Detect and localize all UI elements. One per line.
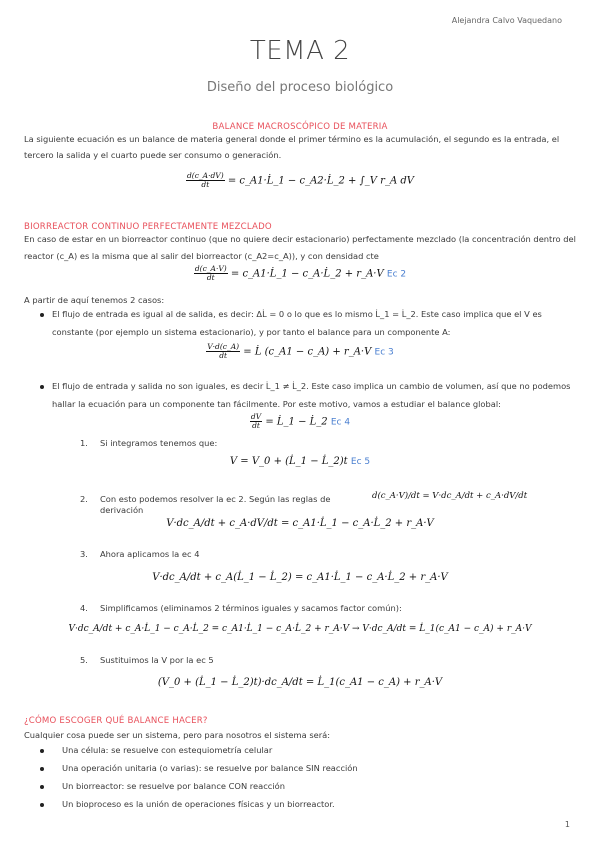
eq3-denominator: dt bbox=[219, 351, 228, 361]
step-number: 1. bbox=[80, 438, 88, 448]
equation-5 bbox=[0, 456, 600, 467]
eq2-rhs: = c_A1·L̇_1 − c_A·L̇_2 + r_A·V bbox=[230, 268, 384, 280]
step-number: 2. bbox=[80, 494, 88, 504]
bullet-icon bbox=[40, 767, 44, 771]
eq2-denominator: dt bbox=[206, 273, 215, 283]
bullet-text: El flujo de entrada es igual al de salida, es decir: ΔL̇ = 0 o lo que es lo mismo L̇_1 = L̇_2. Este caso implica que el V es bbox=[52, 309, 542, 319]
section-heading-biorreactor: BIORREACTOR CONTINUO PERFECTAMENTE MEZCLADO bbox=[24, 222, 272, 232]
paragraph: reactor (c_A) es la misma que al salir del biorreactor (c_A2=c_A)), y con densidad cte bbox=[24, 251, 379, 261]
eq4-numerator: dV bbox=[250, 412, 262, 421]
eq1-rhs: = c_A1·L̇_1 − c_A2·L̇_2 + ∫_V r_A dV bbox=[227, 175, 414, 187]
step-text: Ahora aplicamos la ec 4 bbox=[100, 549, 200, 559]
page-subtitle: Diseño del proceso biológico bbox=[206, 80, 394, 95]
eq4-tag: Ec 4 bbox=[330, 417, 351, 428]
step-number: 4. bbox=[80, 603, 88, 613]
eq1-numerator: d(c_A·dV) bbox=[187, 171, 224, 180]
step-text: Con esto podemos resolver la ec 2. Según las reglas de derivación bbox=[100, 494, 331, 516]
bullet-text: El flujo de entrada y salida no son iguales, es decir L̇_1 ≠ L̇_2. Este caso implica un cambio de volumen, así que no podemos bbox=[52, 381, 571, 391]
paragraph: Cualquier cosa puede ser un sistema, pero para nosotros el sistema será: bbox=[24, 730, 331, 740]
eq2-numerator: d(c_A·V) bbox=[194, 264, 227, 273]
list-item: Una célula: se resuelve con estequiometría celular bbox=[62, 745, 273, 755]
bullet-icon bbox=[40, 749, 44, 753]
eq3-numerator: V·d(c_A) bbox=[207, 342, 240, 351]
equation-6: V·dc_A/dt + c_A·dV/dt = c_A1·L̇_1 − c_A·L̇_2 + r_A·V bbox=[166, 518, 434, 529]
eq4-rhs: = L̇_1 − L̇_2 bbox=[265, 416, 328, 428]
bullet-text: constante (por ejemplo un sistema estacionario), y por tanto el balance para un componente A: bbox=[52, 327, 451, 337]
step-text: Si integramos tenemos que: bbox=[100, 438, 218, 448]
eq2-tag: Ec 2 bbox=[386, 269, 407, 280]
eq3-tag: Ec 3 bbox=[374, 347, 394, 358]
equation-9: (V_0 + (L̇_1 − L̇_2)t)·dc_A/dt = L̇_1(c_A1 − c_A) + r_A·V bbox=[157, 677, 443, 688]
eq1-denominator: dt bbox=[201, 180, 210, 190]
list-item: Un biorreactor: se resuelve por balance CON reacción bbox=[62, 781, 285, 791]
eq5-body: V = V_0 + (L̇_1 − L̇_2)t bbox=[229, 456, 348, 467]
bullet-icon bbox=[40, 785, 44, 789]
eq5-tag: Ec 5 bbox=[350, 457, 371, 467]
equation-1 bbox=[0, 172, 600, 190]
bullet-icon bbox=[40, 313, 44, 317]
eq3-rhs: = L̇ (c_A1 − c_A) + r_A·V bbox=[243, 346, 372, 358]
equation-4 bbox=[0, 413, 600, 431]
list-item: Una operación unitaria (o varias): se resuelve por balance SIN reacción bbox=[62, 763, 358, 773]
eq4-denominator: dt bbox=[252, 421, 260, 431]
section-heading-escoger: ¿CÓMO ESCOGER QUÉ BALANCE HACER? bbox=[24, 716, 208, 726]
step2-equation: d(c_A·V)/dt = V·dc_A/dt + c_A·dV/dt bbox=[372, 491, 528, 501]
equation-2 bbox=[0, 265, 600, 283]
bullet-icon bbox=[40, 385, 44, 389]
page-number: 1 bbox=[564, 820, 570, 829]
step-number: 3. bbox=[80, 549, 88, 559]
equation-7: V·dc_A/dt + c_A(L̇_1 − L̇_2) = c_A1·L̇_1 − c_A·L̇_2 + r_A·V bbox=[152, 572, 448, 583]
step-text: Simplificamos (eliminamos 2 términos iguales y sacamos factor común): bbox=[100, 603, 402, 613]
author-name: Alejandra Calvo Vaquedano bbox=[451, 16, 562, 25]
section-heading-balance: BALANCE MACROSCÓPICO DE MATERIA bbox=[212, 122, 388, 132]
page-title: TEMA 2 bbox=[249, 36, 351, 66]
list-item: Un bioproceso es la unión de operaciones físicas y un biorreactor. bbox=[62, 799, 335, 809]
paragraph: En caso de estar en un biorreactor continuo (que no quiere decir estacionario) perfectamente mezclado (la concentración dentro del bbox=[24, 234, 576, 244]
step-number: 5. bbox=[80, 655, 88, 665]
bullet-icon bbox=[40, 803, 44, 807]
step-text: Sustituimos la V por la ec 5 bbox=[100, 655, 214, 665]
equation-8: V·dc_A/dt + c_A·L̇_1 − c_A·L̇_2 = c_A1·L̇_1 − c_A·L̇_2 + r_A·V → V·dc_A/dt = L̇_1(c_A1 − c_A) + r_A·V bbox=[68, 624, 532, 634]
paragraph: La siguiente ecuación es un balance de materia general donde el primer término es la acumulación, el segundo es la entrada, el bbox=[24, 134, 560, 144]
bullet-text: hallar la ecuación para un componente tan fácilmente. Por este motivo, vamos a estudiar el balance global: bbox=[52, 399, 501, 409]
paragraph: tercero la salida y el cuarto puede ser consumo o generación. bbox=[24, 150, 282, 160]
equation-3 bbox=[0, 343, 600, 361]
paragraph: A partir de aquí tenemos 2 casos: bbox=[24, 295, 165, 305]
